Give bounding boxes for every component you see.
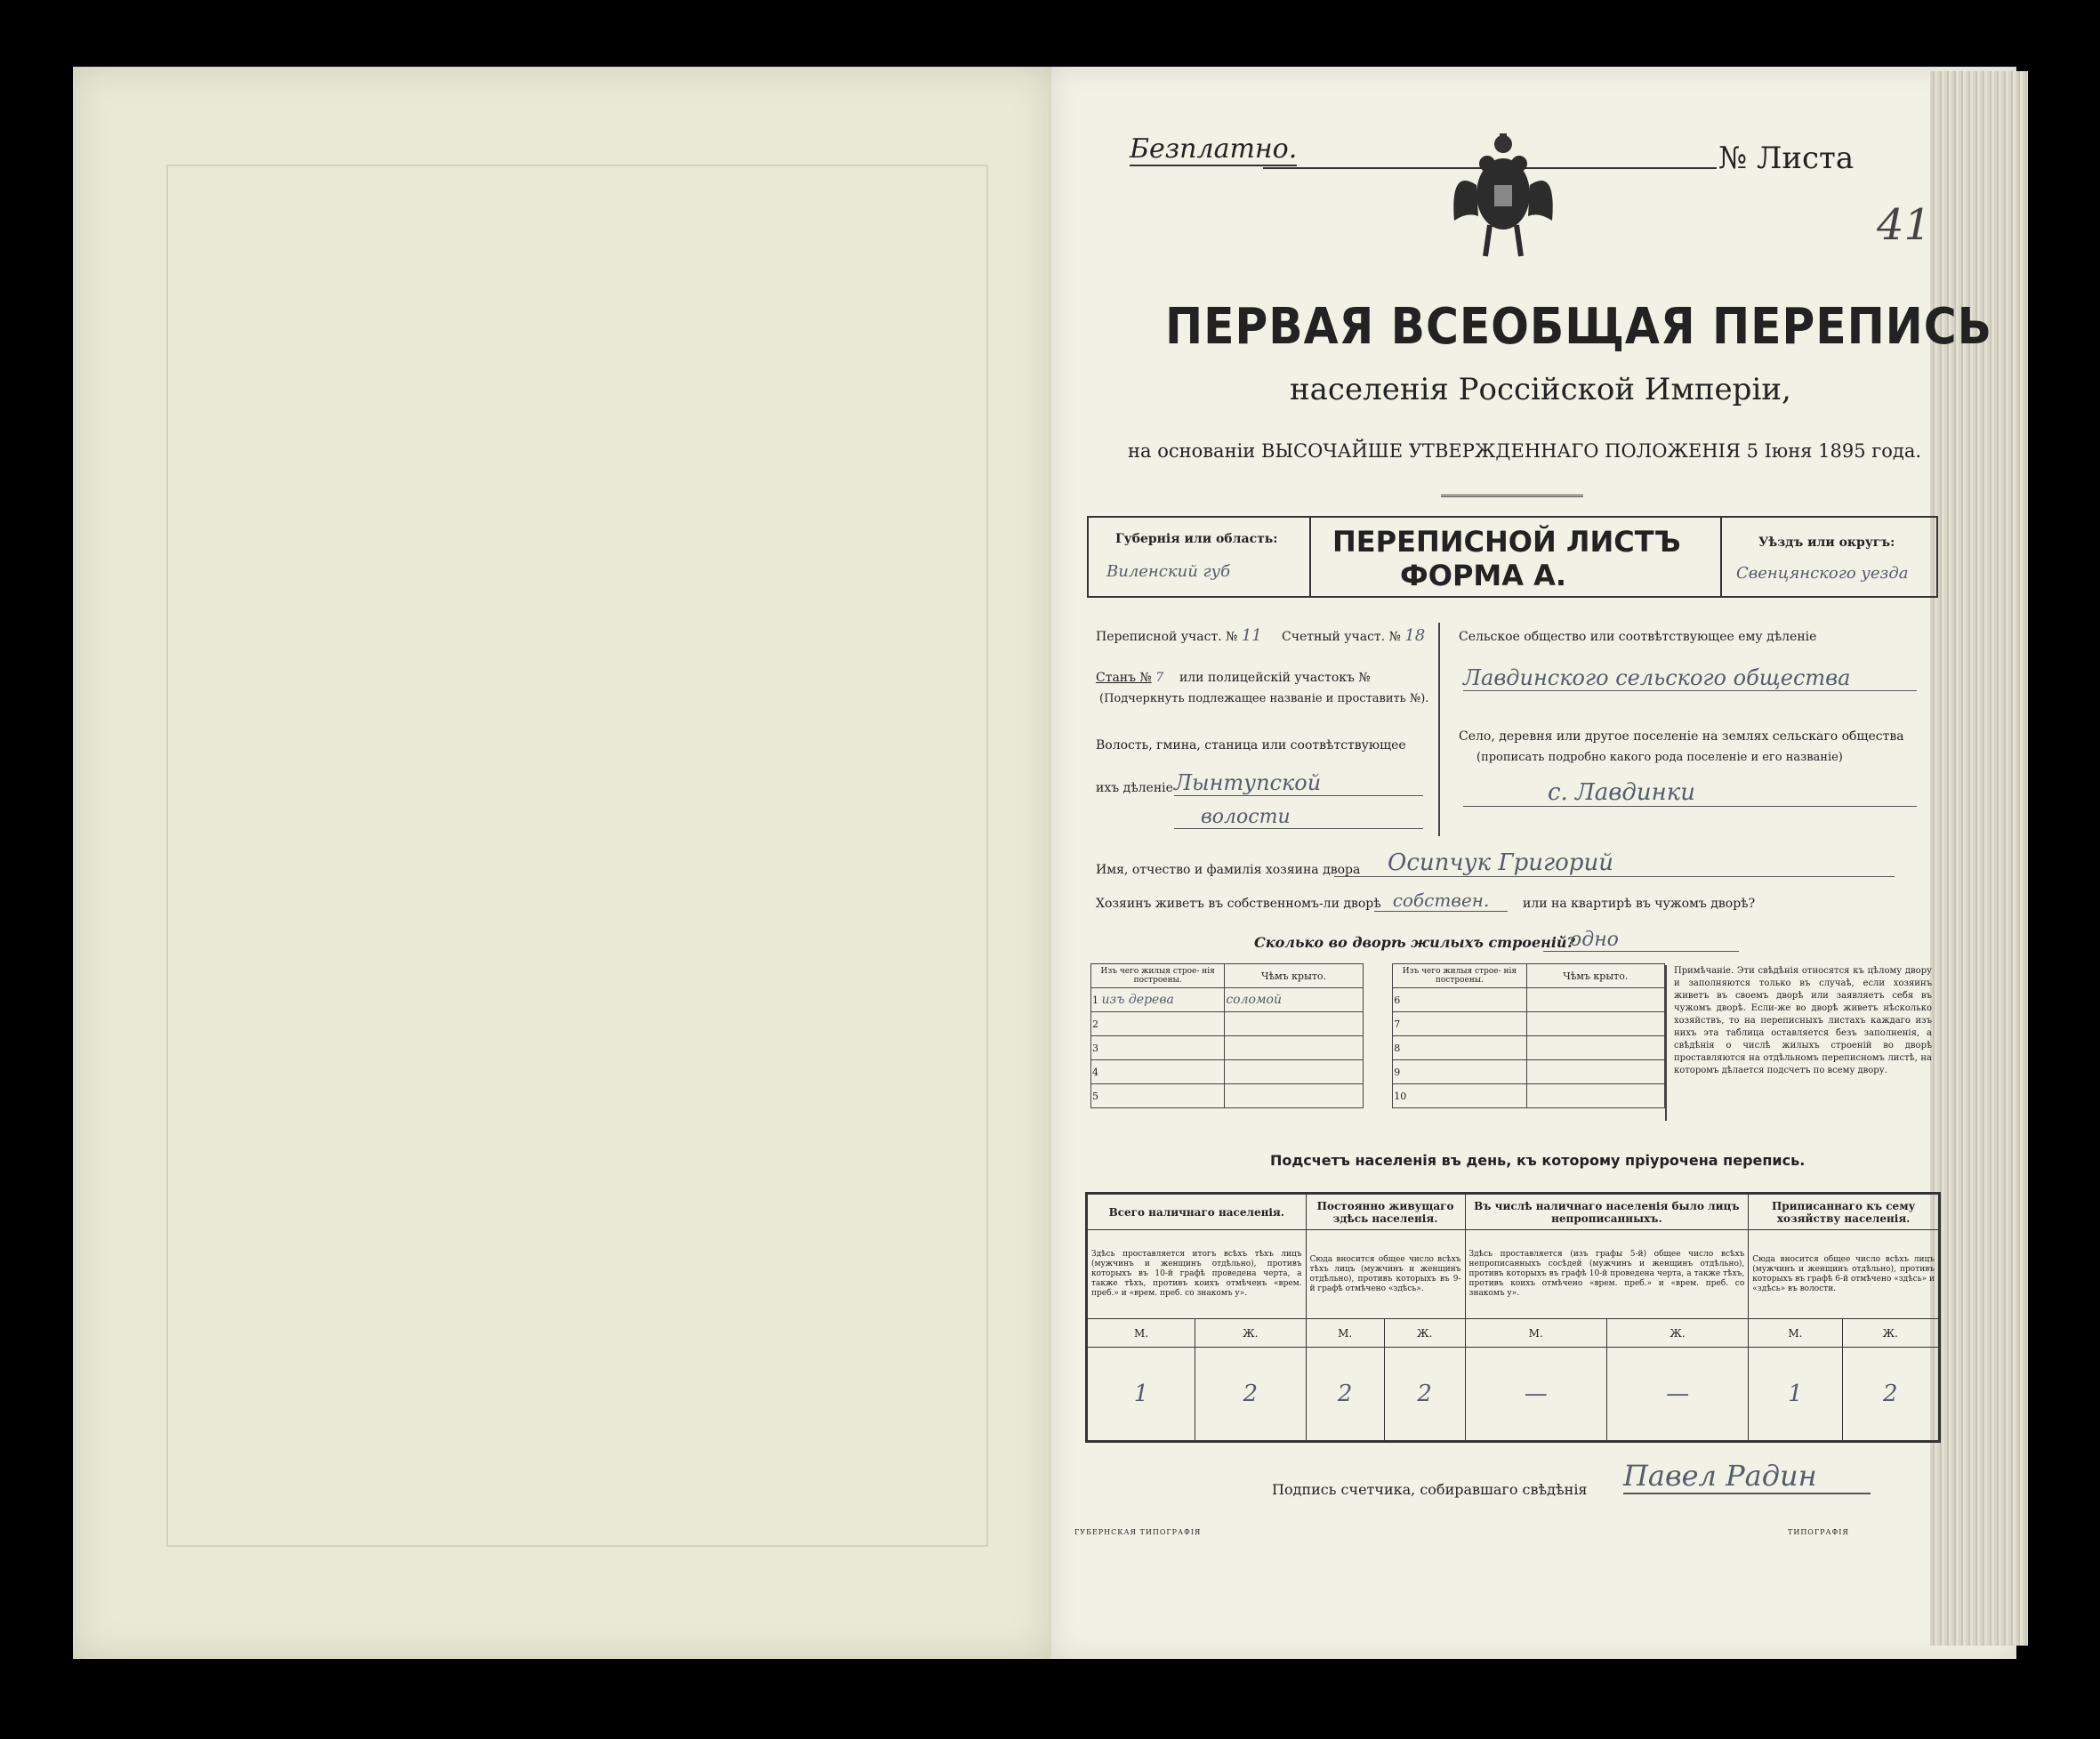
structures-row — [1091, 1036, 1665, 1060]
count-group-desc: Сюда вносится общее число всѣхъ тѣхъ лицъ (мужчинъ и женщинъ отдѣльно), противъ которыхъ въ 9-й графѣ отмѣчено «здѣсь». — [1306, 1230, 1465, 1319]
footer-imprint-left: ГУБЕРНСКАЯ ТИПОГРАФІЯ — [1074, 1528, 1202, 1536]
male-count: 1 — [1749, 1348, 1842, 1441]
buildings-value: одно — [1543, 929, 1739, 952]
count-group-desc: Сюда вносится общее число всѣхъ лицъ (мужчинъ и женщинъ отдѣльно), противъ которыхъ въ графѣ 6-й отмѣчено «здѣсь» и «здѣсь» въ волости. — [1749, 1230, 1939, 1319]
male-count: 1 — [1088, 1348, 1195, 1441]
structures-row-number: 2 — [1091, 1012, 1225, 1036]
structures-note: Примѣчаніе. Эти свѣдѣнія относятся къ цѣлому двору и заполняются только въ случаѣ, если хозяинъ живетъ въ своемъ дворѣ или заявляетъ себя въ чужомъ дворѣ. Если-же во дворѣ живетъ нѣсколько хозяйствъ, то на переписныхъ листахъ каждаго изъ нихъ эта таблица оставляется безъ заполненія, а свѣдѣнія о числѣ жилыхъ строеній во дворѣ проставляются на отдѣльномъ переписномъ листѣ, на которомъ дѣлается подсчетъ по всему двору. — [1665, 965, 1932, 1121]
female-label: Ж. — [1842, 1319, 1938, 1348]
structures-roof — [1526, 1084, 1664, 1108]
structures-roof — [1225, 1036, 1363, 1060]
form-basis: на основаніи ВЫСОЧАЙШЕ УТВЕРЖДЕННАГО ПОЛОЖЕНІЯ 5 Іюня 1895 года. — [1128, 440, 1922, 462]
male-count: — — [1465, 1348, 1606, 1441]
schetny-label: Счетный участ. № — [1281, 630, 1401, 644]
police-label: или полицейскій участокъ № — [1179, 671, 1371, 685]
structures-col-roof-header: Чѣмъ крыто. — [1225, 964, 1363, 988]
structures-gap — [1363, 988, 1393, 1012]
form-main-title: ПЕРВАЯ ВСЕОБЩАЯ ПЕРЕПИСЬ — [1165, 298, 1992, 356]
village-label: Село, деревня или другое поселеніе на землях сельскаго общества — [1459, 729, 1904, 744]
female-count: 2 — [1384, 1348, 1465, 1441]
male-label: М. — [1465, 1319, 1606, 1348]
structures-roof — [1225, 1084, 1363, 1108]
gubernia-value: Виленский губ — [1106, 562, 1231, 581]
structures-row-number: 8 — [1393, 1036, 1526, 1060]
owner-name-value: Осипчук Григорий — [1334, 849, 1895, 877]
female-count: — — [1606, 1348, 1748, 1441]
uezd-value: Свенцянского уезда — [1736, 564, 1909, 583]
structures-row-number: 9 — [1393, 1060, 1526, 1084]
village-value: с. Лавдинки — [1463, 779, 1917, 807]
structures-row-number: 6 — [1393, 988, 1526, 1012]
gubernia-label: Губернія или область: — [1115, 532, 1278, 546]
owner-name-label: Имя, отчество и фамилія хозяина двора — [1096, 863, 1361, 877]
volost-label-2: ихъ дѣленіе — [1096, 781, 1173, 795]
perep-uchast-row — [1096, 626, 1425, 645]
female-label: Ж. — [1606, 1319, 1748, 1348]
structures-roof — [1225, 1012, 1363, 1036]
stan-row — [1096, 671, 1371, 685]
structures-row-number: 10 — [1393, 1084, 1526, 1108]
footer-imprint-right: ТИПОГРАФІЯ — [1788, 1528, 1849, 1536]
structures-gap — [1363, 1036, 1393, 1060]
owner-lives-value: собствен. — [1374, 890, 1508, 912]
owner-lives-label-2: или на квартирѣ въ чужомъ дворѣ? — [1523, 897, 1756, 911]
structures-row — [1091, 988, 1665, 1012]
population-count-table — [1085, 1192, 1941, 1443]
left-page-frame — [166, 165, 988, 1547]
structures-roof: соломой — [1225, 988, 1363, 1012]
female-count: 2 — [1842, 1348, 1938, 1441]
structures-row — [1091, 1060, 1665, 1084]
count-group-head: Въ числѣ наличнаго населенія было лицъ непрописанныхъ. — [1465, 1195, 1749, 1230]
female-label: Ж. — [1384, 1319, 1465, 1348]
form-title-box — [1309, 516, 1722, 598]
structures-row-number: 4 — [1091, 1060, 1225, 1084]
volost-label: Волость, гмина, станица или соотвѣтствующее — [1096, 738, 1406, 753]
structures-row-number: 5 — [1091, 1084, 1225, 1108]
column-divider — [1438, 623, 1440, 836]
volost-value: Лынтупской — [1174, 770, 1423, 796]
village-note: (прописать подробно какого рода поселеніе и его названіе) — [1476, 751, 1843, 764]
structures-roof — [1526, 1060, 1664, 1084]
count-group-desc: Здѣсь проставляется итогъ всѣхъ тѣхъ лицъ (мужчинъ и женщинъ отдѣльно), противъ которыхъ въ 10-й графѣ проведена черта, а также тѣхъ, противъ коихъ отмѣченъ «врем. преб.» и «врем. преб. со знакомъ у». — [1088, 1230, 1307, 1319]
stan-value: 7 — [1155, 671, 1164, 685]
enumerator-signature: Павел Радин — [1623, 1459, 1871, 1494]
gubernia-box — [1087, 516, 1311, 598]
form-subtitle: населенія Россійской Имперіи, — [1290, 372, 1791, 407]
stan-label: Станъ № — [1096, 671, 1152, 685]
count-group-head: Приписаннаго къ сему хозяйству населенія. — [1749, 1195, 1939, 1230]
form-letter: ФОРМА А. — [1400, 559, 1567, 592]
structures-roof — [1526, 988, 1664, 1012]
uezd-label: Уѣздъ или округъ: — [1758, 535, 1895, 550]
count-group-head: Постоянно живущаго здѣсь населенія. — [1306, 1195, 1465, 1230]
sheet-number-label: № Листа — [1718, 141, 1855, 176]
perep-uchast-label: Переписной участ. № — [1096, 630, 1238, 644]
structures-gap — [1363, 1084, 1393, 1108]
structures-row — [1091, 1012, 1665, 1036]
structures-col-roof-header-2: Чѣмъ крыто. — [1526, 964, 1664, 988]
structures-col-material-header: Изъ чего жилыя строе- нія построены. — [1091, 964, 1225, 988]
count-desc-row — [1088, 1230, 1939, 1319]
male-label: М. — [1749, 1319, 1842, 1348]
structures-col-material-header-2: Изъ чего жилыя строе- нія построены. — [1393, 964, 1526, 988]
female-label: Ж. — [1195, 1319, 1306, 1348]
structures-header-row — [1091, 964, 1665, 988]
volost-value-2: волости — [1174, 806, 1423, 829]
count-head-row — [1088, 1195, 1939, 1230]
count-value-row — [1088, 1348, 1939, 1441]
owner-lives-label: Хозяинъ живетъ въ собственномъ-ли дворѣ — [1096, 897, 1381, 911]
society-label: Сельское общество или соотвѣтствующее ему дѣленіе — [1459, 630, 1817, 644]
count-title: Подсчетъ населенія въ день, къ которому пріурочена перепись. — [1270, 1152, 1806, 1169]
form-title: ПЕРЕПИСНОЙ ЛИСТЪ — [1332, 525, 1681, 559]
male-count: 2 — [1306, 1348, 1384, 1441]
free-label: Безплатно. — [1130, 133, 1298, 165]
sheet-number-value: 41 — [1877, 200, 1932, 250]
structures-row-number: 3 — [1091, 1036, 1225, 1060]
signature-label: Подпись счетчика, собиравшаго свѣдѣнія — [1272, 1481, 1588, 1498]
structures-material: 1 изъ дерева — [1091, 988, 1225, 1012]
uezd-box — [1718, 516, 1938, 598]
structures-row-number: 7 — [1393, 1012, 1526, 1036]
perep-uchast-value: 11 — [1241, 626, 1262, 645]
male-label: М. — [1306, 1319, 1384, 1348]
count-mf-row — [1088, 1319, 1939, 1348]
structures-roof — [1526, 1036, 1664, 1060]
male-label: М. — [1088, 1319, 1195, 1348]
count-group-head: Всего наличнаго населенія. — [1088, 1195, 1307, 1230]
imperial-eagle-icon — [1450, 132, 1557, 269]
buildings-label: Сколько во дворѣ жилыхъ строеній? — [1254, 934, 1575, 951]
structures-gap — [1363, 1012, 1393, 1036]
ornament-divider — [1441, 495, 1583, 497]
structures-gap — [1363, 964, 1393, 988]
structures-gap — [1363, 1060, 1393, 1084]
structures-roof — [1225, 1060, 1363, 1084]
count-group-desc: Здѣсь проставляется (изъ графы 5-й) общее число всѣхъ непрописанныхъ сосѣдей (мужчинъ и женщинъ отдѣльно), противъ которыхъ въ графѣ 10-й проведена черта, а также тѣхъ, противъ коихъ отмѣчено «врем. преб.» и «врем. преб. со знакомъ у». — [1465, 1230, 1749, 1319]
structures-roof — [1526, 1012, 1664, 1036]
schetny-value: 18 — [1404, 626, 1426, 645]
structures-table — [1090, 963, 1665, 1119]
society-value: Лавдинского сельского общества — [1463, 665, 1917, 691]
structures-row — [1091, 1084, 1665, 1108]
underline-note: (Подчеркнуть подлежащее названіе и проставить №). — [1099, 692, 1429, 705]
female-count: 2 — [1195, 1348, 1306, 1441]
